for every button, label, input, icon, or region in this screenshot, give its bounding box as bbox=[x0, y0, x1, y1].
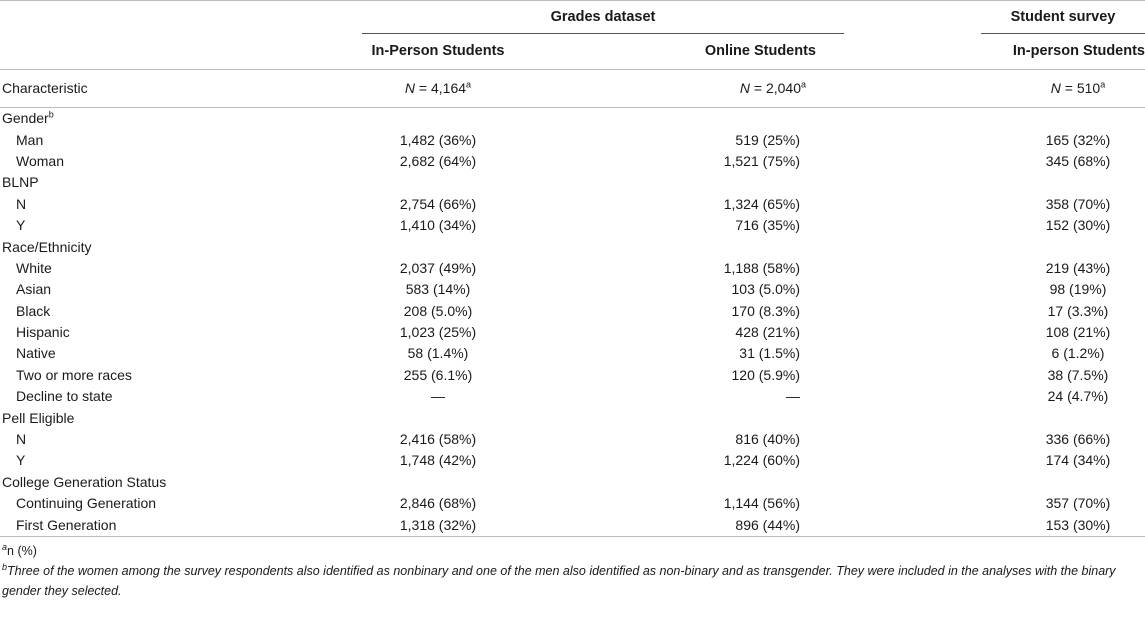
table-group-row bbox=[0, 172, 1145, 193]
table-row bbox=[0, 215, 1145, 236]
table-row bbox=[0, 129, 1145, 150]
cell-v1: 1,023 (25%) bbox=[399, 324, 477, 341]
cell-v2: 1,224 (60%) bbox=[723, 452, 800, 469]
row-label: Black bbox=[16, 302, 51, 319]
group-label: Race/Ethnicity bbox=[2, 238, 92, 255]
cell-v3: 165 (32%) bbox=[1045, 131, 1111, 148]
cell-v1: 1,410 (34%) bbox=[399, 217, 477, 234]
table-group-row bbox=[0, 236, 1145, 257]
table-row bbox=[0, 365, 1145, 386]
cell-v2: 1,324 (65%) bbox=[723, 195, 800, 212]
table-group-row bbox=[0, 407, 1145, 428]
cell-v3: 358 (70%) bbox=[1045, 195, 1111, 212]
row-label: Woman bbox=[16, 152, 64, 169]
header-online-students: Online Students bbox=[514, 34, 844, 70]
cell-v2: — bbox=[786, 388, 800, 405]
cell-v3: 108 (21%) bbox=[1045, 324, 1111, 341]
row-label: N bbox=[16, 431, 27, 448]
group-label: Gender$^b$ bbox=[2, 109, 54, 127]
cell-v1: 2,037 (49%) bbox=[399, 259, 477, 276]
row-label: Two or more races bbox=[16, 366, 132, 383]
group-label: College Generation Status bbox=[2, 473, 167, 490]
row-label: Man bbox=[16, 131, 44, 148]
table-row bbox=[0, 429, 1145, 450]
row-label: N bbox=[16, 195, 27, 212]
footnote-a: $^a$n (%) bbox=[2, 541, 37, 558]
table-row bbox=[0, 194, 1145, 215]
cell-v1: 2,846 (68%) bbox=[399, 495, 477, 512]
header-column-row bbox=[0, 34, 1145, 70]
n-inperson: N = 4,164$^a$ bbox=[362, 70, 514, 108]
cell-v1: 2,682 (64%) bbox=[399, 152, 477, 169]
cell-v1: — bbox=[431, 388, 445, 405]
header-survey-inperson-students: In-person Students bbox=[981, 34, 1145, 70]
characteristic-label: Characteristic bbox=[0, 70, 362, 108]
cell-v2: 120 (5.9%) bbox=[731, 366, 800, 383]
table-row bbox=[0, 514, 1145, 536]
cell-v3: 174 (34%) bbox=[1045, 452, 1111, 469]
row-label: White bbox=[16, 259, 52, 276]
cell-v1: 58 (1.4%) bbox=[407, 345, 469, 362]
cell-v1: 208 (5.0%) bbox=[403, 302, 473, 319]
table-row bbox=[0, 493, 1145, 514]
cell-v2: 170 (8.3%) bbox=[731, 302, 800, 319]
cell-v3: 357 (70%) bbox=[1045, 495, 1111, 512]
cell-v2: 1,188 (58%) bbox=[723, 259, 800, 276]
row-label: First Generation bbox=[0, 514, 362, 536]
cell-v2: 816 (40%) bbox=[735, 431, 800, 448]
cell-v1: 1,318 (32%) bbox=[362, 514, 514, 536]
cell-v2: 31 (1.5%) bbox=[739, 345, 800, 362]
group-label: BLNP bbox=[2, 174, 39, 191]
table-row bbox=[0, 450, 1145, 471]
cell-v2: 1,521 (75%) bbox=[723, 152, 800, 169]
row-label: Y bbox=[16, 217, 26, 234]
table-row bbox=[0, 343, 1145, 364]
cell-v1: 2,754 (66%) bbox=[399, 195, 477, 212]
cell-v3: 336 (66%) bbox=[1045, 431, 1111, 448]
cell-v3: 24 (4.7%) bbox=[1047, 388, 1109, 405]
header-inperson-students: In-Person Students bbox=[362, 34, 514, 70]
n-survey: $N = 510^a$ bbox=[981, 70, 1145, 108]
cell-v2: 428 (21%) bbox=[735, 324, 800, 341]
table-body bbox=[0, 70, 1145, 537]
row-label: Native bbox=[16, 345, 56, 362]
cell-v1: 1,482 (36%) bbox=[399, 131, 477, 148]
cell-v2: 519 (25%) bbox=[735, 131, 800, 148]
table-row bbox=[0, 301, 1145, 322]
cell-v1: 1,748 (42%) bbox=[399, 452, 477, 469]
cell-v3: 98 (19%) bbox=[1049, 281, 1107, 298]
table-group-row bbox=[0, 472, 1145, 493]
table-row bbox=[0, 258, 1145, 279]
cell-v1: 2,416 (58%) bbox=[399, 431, 477, 448]
row-label: Hispanic bbox=[16, 324, 70, 341]
table-row bbox=[0, 279, 1145, 300]
header-student-survey: Student survey bbox=[981, 1, 1145, 34]
cell-v1: 583 (14%) bbox=[405, 281, 471, 298]
cell-v2: 103 (5.0%) bbox=[731, 281, 800, 298]
cell-v3: 219 (43%) bbox=[1045, 259, 1111, 276]
table-row bbox=[0, 151, 1145, 172]
cell-v3: 6 (1.2%) bbox=[1051, 345, 1105, 362]
header-group-row bbox=[0, 1, 1145, 34]
row-label: Asian bbox=[16, 281, 52, 298]
cell-v2: 896 (44%) bbox=[514, 514, 844, 536]
cell-v3: 345 (68%) bbox=[1045, 152, 1111, 169]
row-label: Continuing Generation bbox=[16, 495, 157, 512]
n-online: N = 2,040$^a$ bbox=[514, 70, 844, 108]
cell-v2: 716 (35%) bbox=[735, 217, 800, 234]
row-label: Decline to state bbox=[16, 388, 113, 405]
header-grades-dataset: Grades dataset bbox=[362, 1, 844, 34]
cell-v3: 153 (30%) bbox=[981, 514, 1145, 536]
n-row bbox=[0, 70, 1145, 108]
cell-v3: 38 (7.5%) bbox=[1047, 366, 1109, 383]
cell-v2: 1,144 (56%) bbox=[723, 495, 800, 512]
table-row bbox=[0, 322, 1145, 343]
cell-v3: 152 (30%) bbox=[1045, 217, 1111, 234]
row-label: Y bbox=[16, 452, 26, 469]
cell-v3: 17 (3.3%) bbox=[1047, 302, 1109, 319]
table-row bbox=[0, 386, 1145, 407]
table-group-row bbox=[0, 108, 1145, 130]
footnote-b: $^b$Three of the women among the survey respondents also identified as nonbinary and one of the men also identified as non-binary and as transgender. They were included in the analyses with the binary gender they selected. bbox=[2, 561, 1116, 598]
group-label: Pell Eligible bbox=[2, 409, 75, 426]
cell-v1: 255 (6.1%) bbox=[403, 366, 473, 383]
